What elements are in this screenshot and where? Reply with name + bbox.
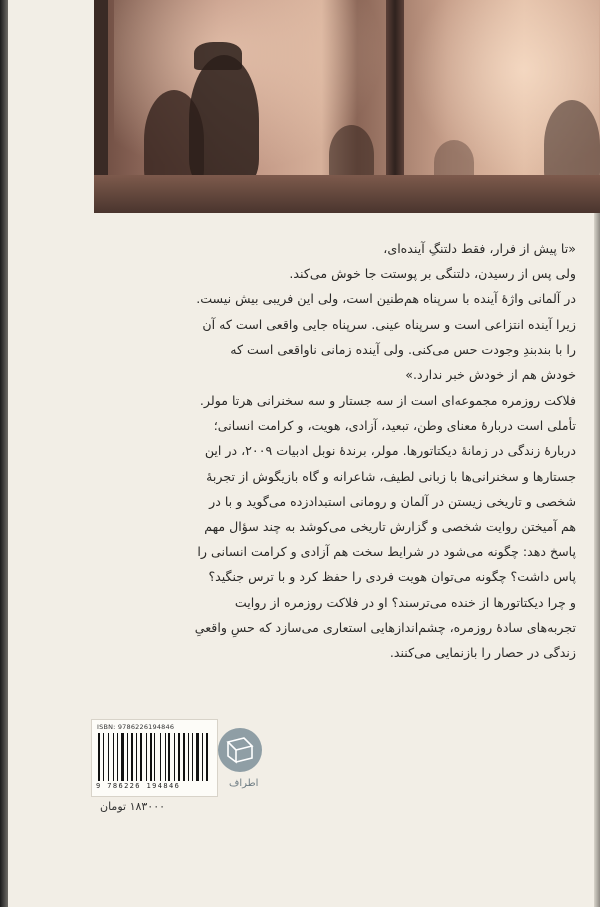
quote-line: در آلمانی واژۀ آینده با سرپناه هم‌طنین است، ولی این فریبی بیش نیست. (196, 291, 576, 307)
barcode-bars (98, 733, 211, 781)
description-line: دربارۀ زندگی در زمانۀ دیکتاتورها. مولر، برندۀ نوبل ادبیات ۲۰۰۹، در این (204, 443, 576, 459)
price-label: ۱۸۳۰۰۰ تومان (100, 800, 166, 813)
quote-line: «تا پیش از فرار، فقط دلتنگِ آینده‌ای، (383, 241, 576, 256)
isbn-label: ISBN: 9786226194846 (97, 723, 175, 731)
quote-line: ولی پس از رسیدن، دلتنگی بر پوستت جا خوش می‌کند. (289, 266, 576, 282)
description-block (98, 388, 576, 665)
barcode (91, 719, 218, 797)
description-line: پاس داشت؟ چگونه می‌توان هویت فردی را حفظ کرد و با ترس جنگید؟ (208, 569, 576, 585)
description-line: هم آمیختن روایت شخصی و گزارش تاریخی می‌کوشد به چند سؤال مهم (204, 519, 576, 535)
quote-block (98, 236, 576, 387)
description-line: تأملی است دربارۀ معنای وطن، تبعید، آزادی، هویت، و کرامت انسانی؛ (213, 418, 576, 434)
cover-photo (94, 0, 600, 213)
description-line: زندگی در حصار را بازنمایی می‌کنند. (389, 645, 576, 661)
description-line: جستارها و سخنرانی‌ها با زبانی لطیف، شاعرانه و گاه بازیگوش از تجربۀ (206, 468, 576, 484)
quote-line: را با بندبندِ وجودت حس می‌کنی. ولی آینده زمانی ناواقعی است که (230, 341, 576, 357)
description-line: فلاکت روزمره مجموعه‌ای است از سه جستار و سه سخنرانی هرتا مولر. (199, 393, 576, 408)
publisher-name: اطراف (229, 778, 259, 789)
left-edge-shadow (0, 0, 8, 907)
quote-line: خودش هم از خودش خبر ندارد.» (405, 367, 576, 383)
description-line: تجربه‌های سادۀ روزمره، چشم‌اندازهایی استعاری می‌سازد که حسِ واقعیِ (194, 619, 576, 635)
barcode-digits: 9 786226 194846 (96, 782, 181, 790)
description-line: پاسخ دهد: چگونه می‌شود در شرایط سخت هم آزادی و کرامت انسانی را (197, 544, 576, 560)
publisher-logo-icon (218, 728, 262, 772)
quote-line: زیرا آینده انتزاعی است و سرپناه عینی. سرپناه جایی واقعی است که آن (202, 316, 576, 332)
description-line: و چرا دیکتاتورها از خنده می‌ترسند؟ او در فلاکت روزمره از روایت (234, 594, 576, 610)
description-line: شخصی و تاریخی زیستن در آلمان و رومانی استبدادزده می‌گوید و با در (209, 493, 576, 509)
